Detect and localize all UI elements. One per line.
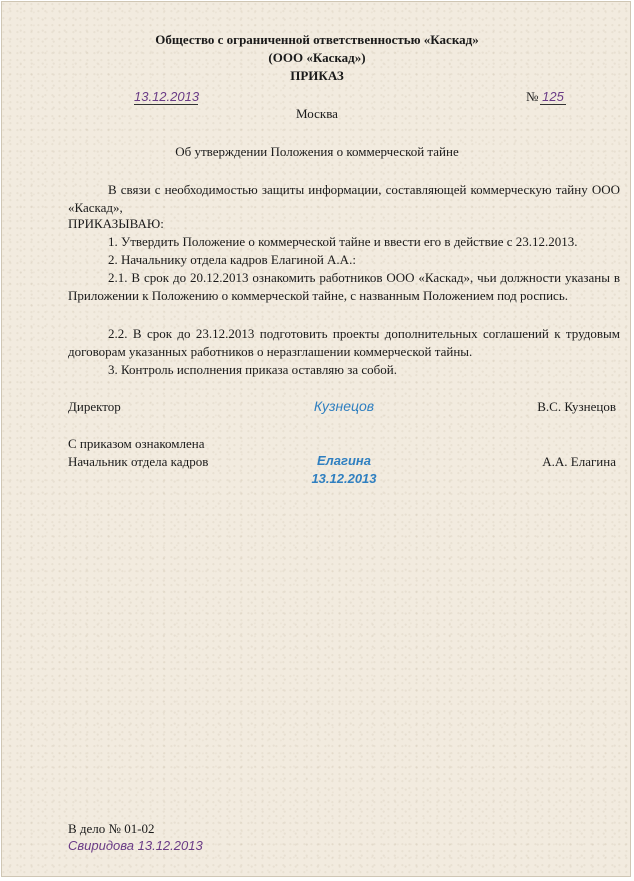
director-signature: Кузнецов [313, 398, 375, 414]
clerk-signature: Свиридова 13.12.2013 [68, 838, 203, 853]
doc-title: Об утверждении Положения о коммерческой тайне [175, 144, 459, 159]
order-date: 13.12.2013 [134, 89, 200, 104]
preamble: В связи с необходимостью защиты информации, составляющей коммерческую тайну ООО «Каскад», [68, 182, 620, 215]
org-short-name: (ООО «Каскад») [268, 50, 366, 65]
ack-name: А.А. Елагина [542, 454, 616, 469]
item-2: 2. Начальнику отдела кадров Елагиной А.А.: [108, 252, 356, 267]
ack-position: Начальник отдела кадров [68, 454, 209, 469]
order-number: 125 [540, 89, 566, 105]
item-2-1: 2.1. В срок до 20.12.2013 ознакомить работников ООО «Каскад», чьи должности указаны в Приложении к Положению о коммерческой тайне, с названным Положением под роспись. [68, 270, 620, 303]
signer-position: Директор [68, 399, 121, 414]
doc-type: ПРИКАЗ [290, 68, 344, 83]
hr-signature: Елагина [317, 453, 371, 468]
file-note: В дело № 01-02 [68, 821, 155, 836]
order-word: ПРИКАЗЫВАЮ: [68, 216, 164, 231]
hr-signature-date: 13.12.2013 [311, 471, 377, 486]
ack-label: С приказом ознакомлена [68, 436, 205, 451]
item-1: 1. Утвердить Положение о коммерческой тайне и ввести его в действие с 23.12.2013. [108, 234, 578, 249]
org-full-name: Общество с ограниченной ответственностью «Каскад» [155, 32, 479, 47]
item-3: 3. Контроль исполнения приказа оставляю за собой. [108, 362, 397, 377]
number-sign: № [526, 89, 539, 104]
item-2-2: 2.2. В срок до 23.12.2013 подготовить проекты дополнительных соглашений к трудовым договорам указанных работников о неразглашении коммерческой тайны. [68, 326, 620, 359]
signer-name: В.С. Кузнецов [537, 399, 616, 414]
document-page [1, 1, 631, 877]
city: Москва [296, 106, 338, 121]
